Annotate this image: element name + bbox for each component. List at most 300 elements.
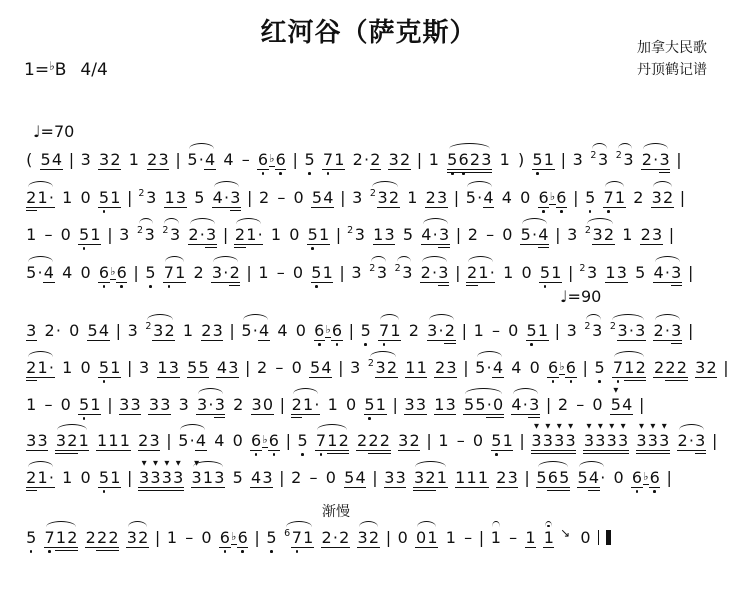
barline: | xyxy=(573,188,579,207)
note-group xyxy=(635,263,646,282)
note-group xyxy=(561,528,572,547)
note: 2 xyxy=(291,468,302,487)
note: 0 xyxy=(502,225,513,244)
note-group xyxy=(178,431,207,451)
note: 3 xyxy=(55,432,66,454)
note-group xyxy=(44,225,53,244)
note-group xyxy=(315,431,349,454)
note-group xyxy=(351,263,362,282)
note-group xyxy=(138,358,149,377)
note: 2 xyxy=(665,359,676,381)
barline: | xyxy=(668,225,675,244)
note: 2 xyxy=(466,264,477,286)
note-group xyxy=(641,150,670,173)
note: 3 xyxy=(230,189,241,211)
note: ♭ xyxy=(262,433,268,446)
note-group xyxy=(295,321,306,340)
barline: | xyxy=(254,528,260,547)
note: 3 xyxy=(567,225,578,244)
note-group xyxy=(640,225,663,245)
note-group xyxy=(521,263,532,282)
note: · xyxy=(48,188,54,207)
note: 1 xyxy=(490,528,501,547)
note: 6 xyxy=(649,468,660,487)
note-group xyxy=(397,528,408,547)
note-group xyxy=(427,321,456,344)
note: 1 xyxy=(37,468,48,487)
note: 5 xyxy=(307,225,318,244)
note: · xyxy=(48,358,54,377)
note-group xyxy=(584,188,595,207)
note: 2 xyxy=(633,188,644,207)
note: 2 xyxy=(469,151,480,173)
note-group xyxy=(421,225,450,248)
note: 5 xyxy=(364,395,375,414)
note-group xyxy=(275,358,284,377)
note-group xyxy=(511,395,540,418)
note: 3 xyxy=(168,358,179,377)
note: 3 xyxy=(352,188,363,207)
barline: | xyxy=(372,468,378,487)
note-group xyxy=(309,468,318,487)
note: 0 xyxy=(60,395,71,414)
note: 5 xyxy=(585,188,596,207)
note-group xyxy=(311,263,334,283)
note-group xyxy=(80,188,91,207)
note: 1 xyxy=(466,468,477,487)
note-group xyxy=(420,263,449,286)
note-group xyxy=(347,225,365,244)
note: 2 xyxy=(201,321,212,340)
note: ▼ 5 xyxy=(610,396,621,415)
note: 2 xyxy=(26,359,37,381)
note: 5 xyxy=(526,321,537,340)
note-group xyxy=(98,150,121,170)
note-group xyxy=(277,188,286,207)
note-group xyxy=(314,321,343,341)
note: 4 xyxy=(258,321,270,340)
note: 2 xyxy=(435,358,446,377)
note: 4 xyxy=(223,150,234,169)
note: 1 xyxy=(525,528,536,547)
note: 3 xyxy=(481,151,492,173)
note: 3 xyxy=(262,468,273,487)
note: 2 xyxy=(408,321,419,340)
note-group xyxy=(60,395,71,414)
note-group xyxy=(162,225,180,244)
note: 3 xyxy=(214,468,225,487)
note: ▼ 3 xyxy=(138,469,149,491)
note: 1 xyxy=(90,225,101,244)
note-group xyxy=(178,395,189,414)
note: 3 xyxy=(354,225,365,244)
note-group xyxy=(408,321,419,340)
note-group xyxy=(463,395,503,418)
note-group xyxy=(85,528,119,551)
note: 2 xyxy=(370,150,381,169)
barline: | xyxy=(666,468,672,487)
score-line xyxy=(22,188,733,212)
note: 3 xyxy=(438,264,449,286)
note: – xyxy=(241,150,250,169)
note-group xyxy=(127,321,138,340)
note: 1 xyxy=(258,263,269,282)
note-group xyxy=(445,528,456,547)
note: 5 xyxy=(532,150,543,169)
barline: | xyxy=(679,188,686,207)
note: 1 xyxy=(110,468,121,487)
note-group xyxy=(44,528,78,551)
note: – xyxy=(464,528,473,547)
note: 5 xyxy=(79,225,90,244)
note: 2 xyxy=(662,188,674,207)
note: 3 xyxy=(566,321,577,340)
note: 5 xyxy=(26,263,37,282)
note: – xyxy=(309,468,318,487)
note-group xyxy=(415,528,438,548)
note: 7 xyxy=(612,358,624,377)
note-group xyxy=(539,263,562,283)
note: 2 xyxy=(635,359,646,381)
note: 1 xyxy=(477,468,489,487)
note: 3 xyxy=(160,395,171,414)
note: 0 xyxy=(69,321,80,340)
note: 1 xyxy=(78,431,89,450)
note-group xyxy=(610,321,646,341)
note-group xyxy=(187,150,216,170)
barline: | xyxy=(461,321,467,340)
note-group xyxy=(405,358,428,378)
note: 6 xyxy=(314,321,325,340)
grace-note: 2 xyxy=(584,321,591,332)
note: 1 xyxy=(202,468,214,487)
note: 3 xyxy=(446,358,457,377)
note-group xyxy=(293,188,304,207)
barline: | xyxy=(154,528,161,547)
barline: | xyxy=(127,188,133,207)
note-group xyxy=(80,263,91,282)
note-group xyxy=(138,468,184,491)
note-group xyxy=(475,358,504,378)
note: 3 xyxy=(175,188,186,207)
note: ) xyxy=(517,150,525,169)
note-group xyxy=(26,188,55,211)
note: – xyxy=(456,431,465,450)
note: 0 xyxy=(508,321,519,340)
note-group xyxy=(370,188,400,208)
note: 1 xyxy=(445,528,456,547)
note: 1 xyxy=(327,432,338,454)
note-group xyxy=(44,395,53,414)
note-group xyxy=(211,263,240,286)
note-group xyxy=(297,431,308,450)
note-group xyxy=(455,468,489,488)
note: ▼ 3 xyxy=(595,432,606,454)
note: 1 xyxy=(478,263,489,282)
grace-note: 2 xyxy=(615,150,622,161)
note-group xyxy=(413,468,447,491)
note: 3 xyxy=(587,263,598,282)
note-group xyxy=(466,263,495,286)
note: 5 xyxy=(241,321,252,340)
note-group xyxy=(585,225,615,245)
note-group xyxy=(80,150,91,169)
note-group xyxy=(356,431,390,454)
note: 3 xyxy=(388,150,399,169)
note: 3 xyxy=(377,188,388,207)
note: 3 xyxy=(211,263,223,282)
note: 2 xyxy=(676,359,687,381)
note: 3 xyxy=(228,358,239,377)
note: 2 xyxy=(352,150,363,169)
note: 1 xyxy=(375,395,386,414)
note-group xyxy=(292,263,303,282)
note-group xyxy=(525,528,536,548)
barline: | xyxy=(711,431,718,450)
note-group xyxy=(368,358,398,378)
barline: | xyxy=(392,395,398,414)
note: 1 xyxy=(110,358,121,377)
note: 2 xyxy=(233,395,244,414)
note: 3 xyxy=(398,431,409,450)
barline: | xyxy=(175,150,181,169)
note-group xyxy=(257,150,286,170)
score-line xyxy=(22,358,733,382)
note: 4 xyxy=(204,150,216,169)
note-group xyxy=(566,225,577,244)
note: 2 xyxy=(379,432,390,454)
note: 5 xyxy=(187,150,198,169)
note: 1 xyxy=(37,358,48,377)
note: ♭ xyxy=(325,323,331,336)
note: · xyxy=(198,150,204,169)
note: 5 xyxy=(194,188,205,207)
barline: | xyxy=(723,358,729,377)
note: · xyxy=(223,188,230,207)
note: 0 xyxy=(295,321,306,340)
note: 2 xyxy=(229,264,240,286)
note: ♭ xyxy=(643,470,649,483)
note: · xyxy=(489,263,495,282)
note-group xyxy=(147,150,170,170)
barline: | xyxy=(338,358,344,377)
note: 5 xyxy=(178,431,189,450)
note-group xyxy=(256,358,267,377)
note-group xyxy=(352,150,381,170)
note: 7 xyxy=(163,263,174,282)
note: 0 xyxy=(492,396,503,418)
note: 1 xyxy=(96,431,108,450)
note-group xyxy=(187,358,210,378)
note: ♭ xyxy=(269,152,275,165)
barline: | xyxy=(453,188,460,207)
note-group xyxy=(465,188,494,208)
note: 3 xyxy=(130,395,141,414)
note: ▼ 3 xyxy=(542,432,553,454)
note-group xyxy=(425,188,448,208)
note: 2 xyxy=(164,321,175,340)
barline: | xyxy=(279,468,285,487)
note: 4 xyxy=(483,188,494,207)
note: 0 xyxy=(346,395,357,414)
note-group xyxy=(502,263,513,282)
note-group xyxy=(251,395,274,415)
note-group xyxy=(384,468,407,488)
note-group xyxy=(138,431,161,451)
note-group xyxy=(543,528,554,548)
note: 3 xyxy=(651,188,662,207)
note-group xyxy=(613,468,624,487)
note: – xyxy=(486,225,495,244)
note: 5 xyxy=(311,188,323,207)
note: 3 xyxy=(384,468,395,487)
barline: | xyxy=(545,395,552,414)
note: 5 xyxy=(344,468,355,487)
note: 5 xyxy=(536,468,547,487)
note-group xyxy=(605,263,628,283)
note: 3 xyxy=(376,263,388,282)
note: 4 xyxy=(251,468,262,487)
barline: | xyxy=(115,321,122,340)
note-group xyxy=(511,358,522,377)
barline: | xyxy=(127,468,133,487)
note: ( xyxy=(26,150,33,169)
note: 1 xyxy=(303,528,314,547)
note: 1 xyxy=(373,225,384,244)
note: 3 xyxy=(395,468,406,487)
note-group xyxy=(196,395,225,418)
note: 5 xyxy=(79,395,90,414)
note: 3 xyxy=(592,225,603,244)
note: 2 xyxy=(67,529,78,551)
note-group xyxy=(402,225,413,244)
note-group xyxy=(201,321,224,341)
note: 3 xyxy=(427,321,438,340)
note-group xyxy=(241,150,250,169)
barline: | xyxy=(554,321,561,340)
credit-transcriber: 丹顶鹤记谱 xyxy=(637,63,707,78)
note: 2 xyxy=(193,263,204,282)
note: ▼ 3 xyxy=(659,432,670,454)
note: 2 xyxy=(257,358,268,377)
note-group xyxy=(532,150,555,170)
score-line xyxy=(22,528,733,552)
note-group xyxy=(26,528,37,547)
note: 1 xyxy=(62,358,73,377)
note-group xyxy=(266,528,277,547)
note: 7 xyxy=(379,321,390,340)
note-group xyxy=(138,188,156,207)
note: 7 xyxy=(322,150,333,169)
note: 3 xyxy=(695,358,706,377)
note-group xyxy=(78,225,101,245)
barline: | xyxy=(567,263,574,282)
grace-note: 2 xyxy=(136,225,143,236)
note: 2 xyxy=(147,150,158,169)
note: 5 xyxy=(309,358,321,377)
score-line xyxy=(22,150,733,174)
note: 0 xyxy=(521,263,532,282)
note-group xyxy=(508,321,519,340)
barline: | xyxy=(638,395,645,414)
note-group xyxy=(26,395,37,414)
note: 1 xyxy=(427,528,438,547)
note-group xyxy=(327,395,338,414)
note: 1 xyxy=(164,188,175,207)
barline: | xyxy=(463,358,469,377)
note: 5 xyxy=(198,358,209,377)
note: 6 xyxy=(268,431,279,450)
note-group xyxy=(270,225,281,244)
note: 2 xyxy=(603,225,615,244)
note-group xyxy=(193,263,204,282)
note: 6 xyxy=(331,321,343,340)
note: 2 xyxy=(338,432,349,454)
note: 5 xyxy=(520,225,531,244)
note-group xyxy=(547,358,576,378)
note: 0 xyxy=(80,358,91,377)
note: 1 xyxy=(55,529,66,551)
note-group xyxy=(62,468,73,487)
note-group xyxy=(622,225,633,244)
barline: | xyxy=(676,150,682,169)
note-group xyxy=(80,468,91,487)
note-group xyxy=(232,468,243,487)
note-group xyxy=(78,395,101,415)
note: 7 xyxy=(291,528,302,547)
note: 5 xyxy=(464,395,475,414)
note: 6 xyxy=(565,358,576,377)
note: 1 xyxy=(26,225,37,244)
note: 0 xyxy=(580,528,591,547)
note-group xyxy=(55,431,89,454)
note-group xyxy=(464,528,473,547)
note: 6 xyxy=(547,469,558,491)
note: 2 xyxy=(85,528,96,547)
note: 1 xyxy=(390,321,401,340)
note: 3 xyxy=(350,358,361,377)
note-group xyxy=(502,225,513,244)
note-group xyxy=(636,431,670,454)
note-group xyxy=(277,321,288,340)
note: 2 xyxy=(258,188,270,207)
note: 1 xyxy=(499,150,510,169)
note: – xyxy=(44,395,53,414)
note-group xyxy=(98,263,127,283)
note-group xyxy=(491,321,500,340)
note: 4 xyxy=(501,188,512,207)
note: 5 xyxy=(360,321,371,340)
grace-note: 2 xyxy=(369,263,376,274)
note: 1 xyxy=(128,150,139,169)
note: 2 xyxy=(425,188,436,207)
grace-note: 2 xyxy=(367,358,374,369)
note: 2 xyxy=(653,358,665,377)
barline: | xyxy=(455,225,462,244)
note: 0 xyxy=(201,528,212,547)
note: 4 xyxy=(43,263,54,282)
note: 4 xyxy=(421,225,432,244)
note: 1 xyxy=(537,321,549,340)
note: 3 xyxy=(597,150,609,169)
barline: | xyxy=(582,358,588,377)
note-group xyxy=(201,528,212,547)
note: · xyxy=(486,358,492,377)
note: 1 xyxy=(416,358,427,377)
note-group xyxy=(603,188,626,208)
note: 3 xyxy=(415,395,427,414)
note-group xyxy=(378,321,401,341)
